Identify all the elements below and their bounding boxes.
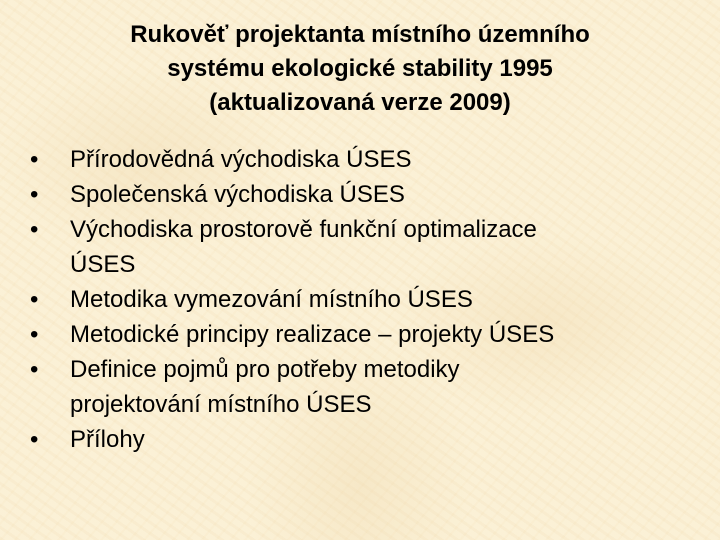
bullet-icon: •	[30, 286, 39, 313]
bullet-list	[30, 142, 670, 457]
bullet-icon: •	[30, 216, 39, 243]
bullet-text: Společenská východiska ÚSES	[70, 181, 405, 208]
slide-title	[60, 18, 660, 120]
bullet-icon: •	[30, 426, 39, 453]
bullet-item	[30, 177, 670, 212]
bullet-text: Metodika vymezování místního ÚSES	[70, 286, 473, 313]
bullet-text: Přírodovědná východiska ÚSES	[70, 146, 412, 173]
bullet-item	[30, 422, 670, 457]
bullet-item	[30, 212, 670, 282]
bullet-icon: •	[30, 356, 39, 383]
bullet-text-continuation: ÚSES	[70, 251, 136, 278]
bullet-text-continuation: projektování místního ÚSES	[70, 391, 372, 418]
bullet-item	[30, 282, 670, 317]
title-line: systému ekologické stability 1995	[167, 55, 553, 82]
bullet-icon: •	[30, 146, 39, 173]
bullet-text: Přílohy	[70, 426, 145, 453]
bullet-text: Východiska prostorově funkční optimalizace	[70, 216, 537, 243]
title-line: (aktualizovaná verze 2009)	[209, 89, 511, 116]
title-line: Rukověť projektanta místního územního	[130, 21, 590, 48]
bullet-icon: •	[30, 321, 39, 348]
bullet-text: Metodické principy realizace – projekty ÚSES	[70, 321, 555, 348]
bullet-item	[30, 317, 670, 352]
bullet-item	[30, 352, 670, 422]
bullet-text: Definice pojmů pro potřeby metodiky	[70, 356, 460, 383]
bullet-icon: •	[30, 181, 39, 208]
bullet-item	[30, 142, 670, 177]
